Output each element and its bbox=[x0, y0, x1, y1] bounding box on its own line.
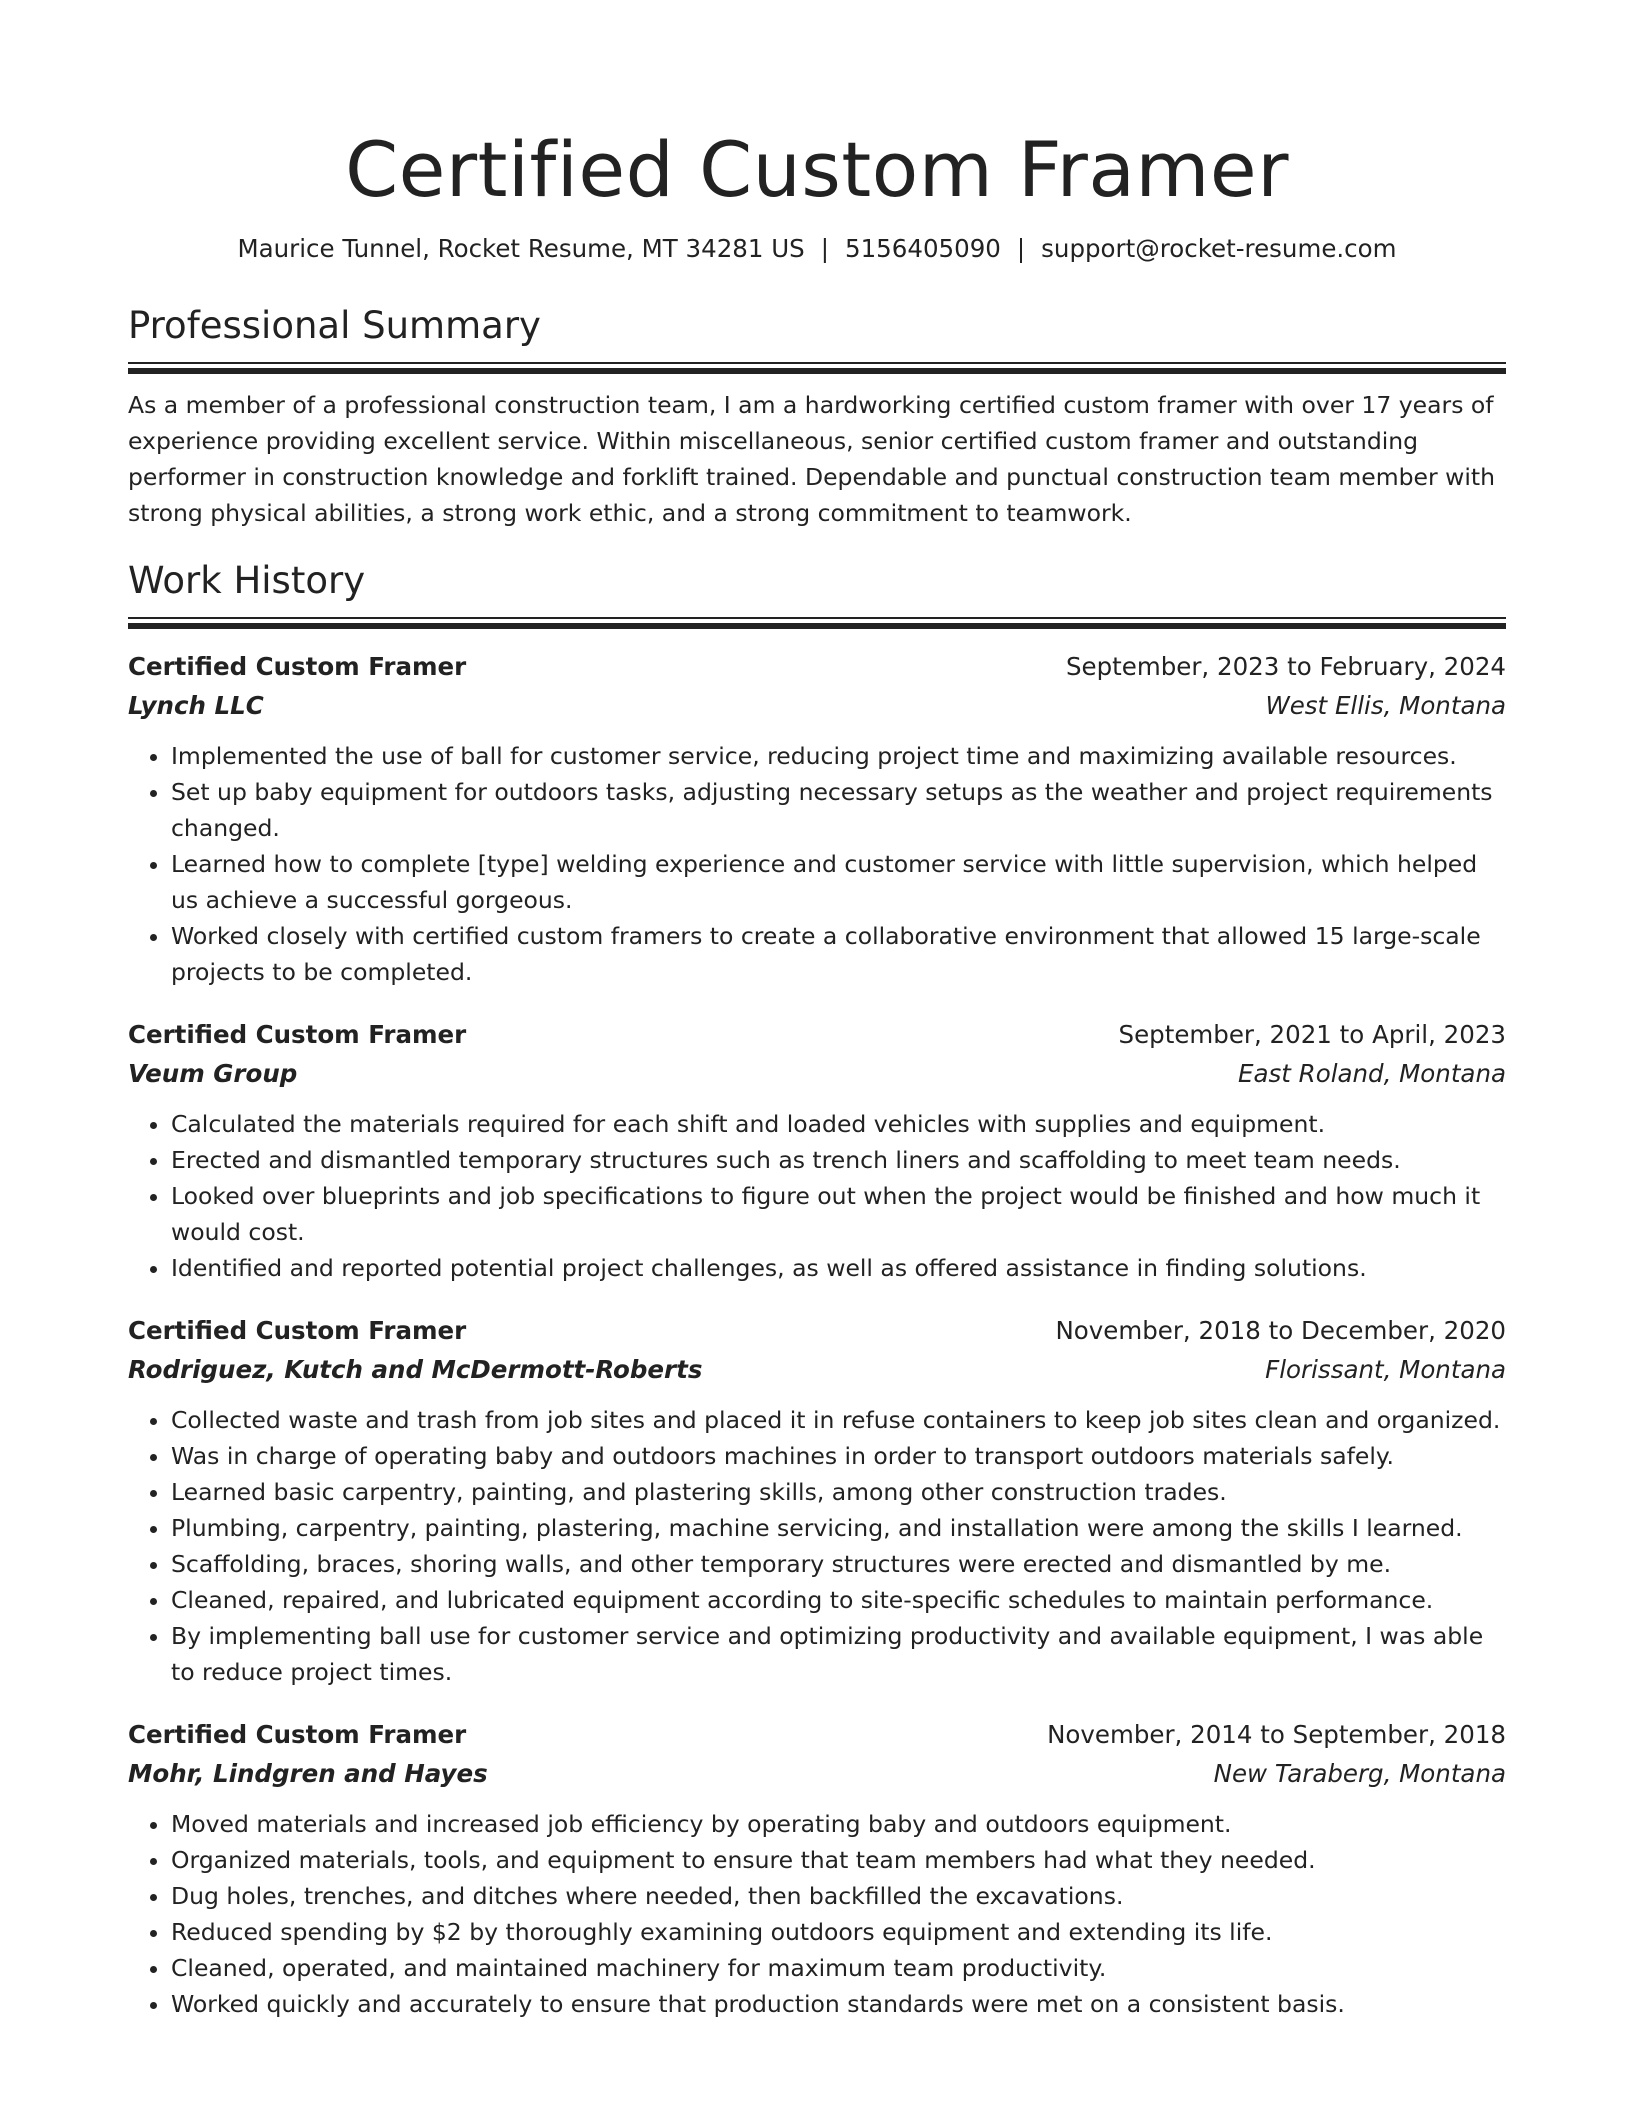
job-title: Certified Custom Framer bbox=[128, 1720, 467, 1749]
resume-page bbox=[128, 122, 1506, 2022]
job-bullet-list bbox=[128, 1106, 1506, 1286]
job-bullet: • Reduced spending by $2 by thoroughly examining outdoors equipment and extending its life. bbox=[171, 1914, 1506, 1950]
section-divider bbox=[128, 617, 1506, 630]
job-company: Mohr, Lindgren and Hayes bbox=[128, 1759, 488, 1788]
job-bullet: • Learned basic carpentry, painting, and plastering skills, among other construction trades. bbox=[171, 1474, 1506, 1510]
job-bullet: • Cleaned, repaired, and lubricated equipment according to site-specific schedules to maintain performance. bbox=[171, 1582, 1506, 1618]
job-bullet: • Collected waste and trash from job sites and placed it in refuse containers to keep job sites clean and organized. bbox=[171, 1402, 1506, 1438]
job-title: Certified Custom Framer bbox=[128, 1316, 467, 1345]
job-bullet: • Erected and dismantled temporary structures such as trench liners and scaffolding to meet team needs. bbox=[171, 1142, 1506, 1178]
job-location: East Roland, Montana bbox=[1238, 1059, 1506, 1088]
job-bullet: • Cleaned, operated, and maintained machinery for maximum team productivity. bbox=[171, 1950, 1506, 1986]
job-company-row bbox=[128, 686, 1506, 726]
job-header-row bbox=[128, 1016, 1506, 1054]
job-entry bbox=[128, 1716, 1506, 2022]
job-location: Florissant, Montana bbox=[1265, 1355, 1506, 1384]
job-bullet: • Identified and reported potential project challenges, as well as offered assistance in finding solutions. bbox=[171, 1250, 1506, 1286]
job-title: Certified Custom Framer bbox=[128, 1020, 467, 1049]
job-title: Certified Custom Framer bbox=[128, 652, 467, 681]
job-bullet: • Learned how to complete [type] welding experience and customer service with little supervision, which helped us achieve a successful gorgeous. bbox=[171, 846, 1506, 918]
job-header-row bbox=[128, 1716, 1506, 1754]
job-entry bbox=[128, 648, 1506, 990]
job-bullet: • Worked closely with certified custom framers to create a collaborative environment that allowed 15 large-scale projects to be completed. bbox=[171, 918, 1506, 990]
job-bullet: • Dug holes, trenches, and ditches where needed, then backfilled the excavations. bbox=[171, 1878, 1506, 1914]
summary-text: As a member of a professional construction team, I am a hardworking certified custom framer with over 17 years of experience providing excellent service. Within miscellaneous, senior certified custom framer and outstanding performer in construction knowledge and forklift trained. Dependable and punctual construction team member with strong physical abilities, a strong work ethic, and a strong commitment to teamwork. bbox=[128, 391, 1495, 527]
job-bullet: • Calculated the materials required for each shift and loaded vehicles with supplies and equipment. bbox=[171, 1106, 1506, 1142]
contact-phone: 5156405090 bbox=[845, 234, 1001, 263]
job-bullet-list bbox=[128, 738, 1506, 990]
contact-email: support@rocket-resume.com bbox=[1041, 234, 1397, 263]
job-header-row bbox=[128, 648, 1506, 686]
job-company-row bbox=[128, 1350, 1506, 1390]
job-bullet-list bbox=[128, 1402, 1506, 1690]
contact-address: Maurice Tunnel, Rocket Resume, MT 34281 US bbox=[237, 234, 805, 263]
job-dates: September, 2021 to April, 2023 bbox=[1118, 1020, 1506, 1049]
summary-heading: Professional Summary bbox=[128, 304, 541, 347]
job-company: Rodriguez, Kutch and McDermott-Roberts bbox=[128, 1355, 703, 1384]
job-location: West Ellis, Montana bbox=[1265, 691, 1506, 720]
job-bullet: • Scaffolding, braces, shoring walls, and other temporary structures were erected and dismantled by me. bbox=[171, 1546, 1506, 1582]
job-company: Veum Group bbox=[128, 1059, 298, 1088]
job-bullet-list bbox=[128, 1806, 1506, 2022]
job-dates: September, 2023 to February, 2024 bbox=[1065, 652, 1506, 681]
job-bullet: • Set up baby equipment for outdoors tasks, adjusting necessary setups as the weather and project requirements changed. bbox=[171, 774, 1506, 846]
job-company-row bbox=[128, 1754, 1506, 1794]
job-bullet: • Implemented the use of ball for customer service, reducing project time and maximizing available resources. bbox=[171, 738, 1506, 774]
job-bullet: • Moved materials and increased job efficiency by operating baby and outdoors equipment. bbox=[171, 1806, 1506, 1842]
job-entry bbox=[128, 1312, 1506, 1690]
job-bullet: • Looked over blueprints and job specifications to figure out when the project would be finished and how much it would cost. bbox=[171, 1178, 1506, 1250]
contact-separator: | bbox=[1016, 234, 1026, 263]
resume-title: Certified Custom Framer bbox=[345, 125, 1289, 214]
job-bullet: • Plumbing, carpentry, painting, plastering, machine servicing, and installation were among the skills I learned. bbox=[171, 1510, 1506, 1546]
job-company: Lynch LLC bbox=[128, 691, 264, 720]
job-bullet: • Was in charge of operating baby and outdoors machines in order to transport outdoors materials safely. bbox=[171, 1438, 1506, 1474]
job-bullet: • By implementing ball use for customer service and optimizing productivity and available equipment, I was able to reduce project times. bbox=[171, 1618, 1506, 1690]
contact-line bbox=[128, 232, 1506, 266]
job-location: New Taraberg, Montana bbox=[1213, 1759, 1506, 1788]
section-divider bbox=[128, 362, 1506, 375]
job-bullet: • Worked quickly and accurately to ensure that production standards were met on a consistent basis. bbox=[171, 1986, 1506, 2022]
work-history-heading: Work History bbox=[128, 559, 366, 602]
job-company-row bbox=[128, 1054, 1506, 1094]
job-header-row bbox=[128, 1312, 1506, 1350]
job-dates: November, 2018 to December, 2020 bbox=[1055, 1316, 1506, 1345]
job-entry bbox=[128, 1016, 1506, 1286]
work-history-list bbox=[128, 648, 1506, 2022]
job-bullet: • Organized materials, tools, and equipment to ensure that team members had what they needed. bbox=[171, 1842, 1506, 1878]
contact-separator: | bbox=[820, 234, 829, 263]
job-dates: November, 2014 to September, 2018 bbox=[1047, 1720, 1506, 1749]
